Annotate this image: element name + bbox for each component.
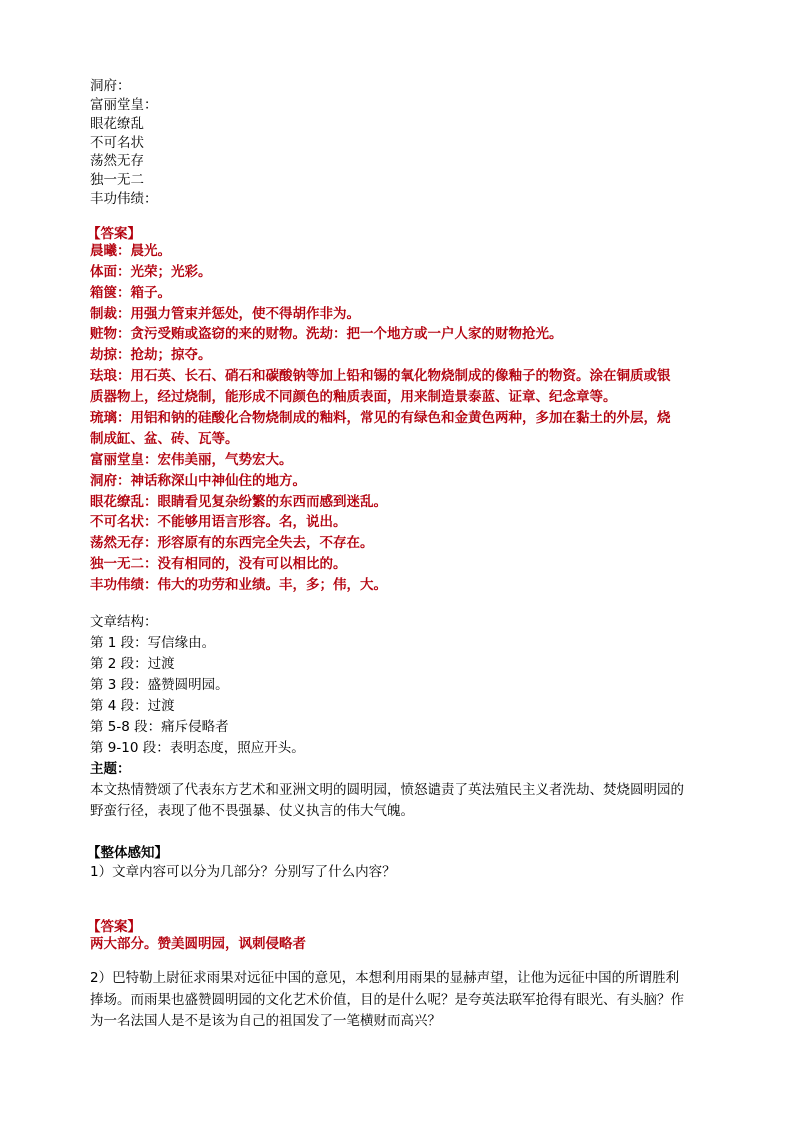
answer-line: 劫掠：抢劫；掠夺。 — [90, 347, 212, 363]
answer-line: 晨曦：晨光。 — [90, 243, 171, 259]
structure-title: 文章结构： — [90, 614, 158, 630]
answer-line: 丰功伟绩：伟大的功劳和业绩。丰，多；伟，大。 — [90, 577, 387, 593]
answer-header: 【答案】 — [87, 919, 141, 935]
structure-line: 第 3 段：盛赞圆明园。 — [90, 677, 229, 693]
answer-line: 体面：光荣；光彩。 — [90, 264, 212, 280]
answer-line: 琉璃：用铝和钠的硅酸化合物烧制成的釉料，常见的有绿色和金黄色两种，多加在黏土的外层，烧 — [90, 410, 671, 426]
answer-line: 质器物上，经过烧制，能形成不同颜色的釉质表面，用来制造景泰蓝、证章、纪念章等。 — [90, 389, 617, 405]
structure-line: 第 1 段：写信缘由。 — [90, 635, 216, 651]
question-1: 1）文章内容可以分为几部分？分别写了什么内容？ — [90, 864, 396, 880]
vocab-item: 独一无二 — [90, 172, 144, 188]
theme-line: 本文热情赞颂了代表东方艺术和亚洲文明的圆明园，愤怒谴责了英法殖民主义者洗劫、焚烧圆明园的 — [90, 782, 684, 798]
vocab-item: 不可名状 — [90, 135, 144, 151]
vocab-item: 丰功伟绩： — [90, 191, 158, 207]
answer-line: 富丽堂皇：宏伟美丽，气势宏大。 — [90, 452, 293, 468]
structure-line: 第 2 段：过渡 — [90, 656, 175, 672]
theme-title: 主题： — [90, 761, 131, 777]
answer-line: 不可名状：不能够用语言形容。名，说出。 — [90, 514, 347, 530]
vocab-item: 眼花缭乱 — [90, 116, 144, 132]
question-2-line: 为一名法国人是不是该为自己的祖国发了一笔横财而高兴？ — [90, 1013, 441, 1029]
vocab-item: 荡然无存 — [90, 153, 144, 169]
section-title: 【整体感知】 — [87, 845, 168, 861]
answer-header: 【答案】 — [87, 226, 141, 242]
answer-line: 珐琅：用石英、长石、硝石和碳酸钠等加上铅和锡的氧化物烧制成的像釉子的物资。涂在铜质或银 — [90, 368, 671, 384]
answer-line: 制成缸、盆、砖、瓦等。 — [90, 431, 239, 447]
answer-line: 洞府：神话称深山中神仙住的地方。 — [90, 473, 306, 489]
answer-line: 制裁：用强力管束并惩处，使不得胡作非为。 — [90, 306, 360, 322]
answer-line: 荡然无存：形容原有的东西完全失去，不存在。 — [90, 535, 374, 551]
question-2-line: 2）巴特勒上尉征求雨果对远征中国的意见，本想利用雨果的显赫声望，让他为远征中国的所谓胜利 — [90, 970, 680, 986]
question-2-line: 捧场。而雨果也盛赞圆明园的文化艺术价值，目的是什么呢？是夸英法联军抢得有眼光、有头脑？作 — [90, 992, 684, 1008]
vocab-item: 富丽堂皇： — [90, 97, 158, 113]
vocab-item: 洞府： — [90, 78, 131, 94]
answer-line: 赃物：贪污受贿或盗窃的来的财物。洗劫：把一个地方或一户人家的财物抢光。 — [90, 326, 563, 342]
structure-line: 第 9-10 段：表明态度，照应开头。 — [90, 740, 305, 756]
answer-line: 箱箧：箱子。 — [90, 285, 171, 301]
answer-line: 两大部分。赞美圆明园，讽刺侵略者 — [90, 936, 306, 952]
structure-line: 第 5-8 段：痛斥侵略者 — [90, 719, 229, 735]
structure-line: 第 4 段：过渡 — [90, 698, 175, 714]
answer-line: 眼花缭乱：眼睛看见复杂纷繁的东西而感到迷乱。 — [90, 494, 387, 510]
answer-line: 独一无二：没有相同的，没有可以相比的。 — [90, 556, 347, 572]
theme-line: 野蛮行径，表现了他不畏强暴、仗义执言的伟大气魄。 — [90, 803, 414, 819]
